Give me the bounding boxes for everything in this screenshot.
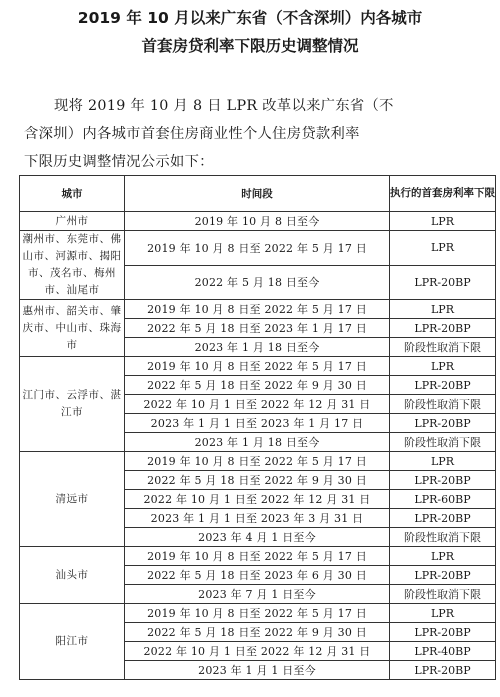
rate-cell: LPR (390, 212, 496, 231)
period-cell: 2019 年 10 月 8 日至 2022 年 5 月 17 日 (125, 357, 390, 376)
city-cell: 阳江市 (20, 604, 125, 680)
rate-cell: LPR (390, 604, 496, 623)
period-cell: 2023 年 1 月 1 日至 2023 年 1 月 17 日 (125, 414, 390, 433)
city-cell: 潮州市、东莞市、佛山市、河源市、揭阳市、茂名市、梅州市、汕尾市 (20, 231, 125, 300)
rate-cell: LPR-20BP (390, 661, 496, 680)
period-cell: 2022 年 5 月 18 日至 2023 年 1 月 17 日 (125, 319, 390, 338)
rate-cell: LPR-20BP (390, 623, 496, 642)
period-cell: 2022 年 5 月 18 日至今 (125, 265, 390, 300)
period-cell: 2019 年 10 月 8 日至 2022 年 5 月 17 日 (125, 452, 390, 471)
period-cell: 2022 年 10 月 1 日至 2022 年 12 月 31 日 (125, 490, 390, 509)
city-cell: 清远市 (20, 452, 125, 547)
table-row (20, 231, 496, 266)
city-cell: 汕头市 (20, 547, 125, 604)
period-cell: 2019 年 10 月 8 日至 2022 年 5 月 17 日 (125, 300, 390, 319)
period-cell: 2022 年 5 月 18 日至 2022 年 9 月 30 日 (125, 471, 390, 490)
document-title-line-2: 首套房贷利率下限历史调整情况 (141, 37, 359, 55)
intro-line-2: 含深圳）内各城市首套住房商业性个人住房贷款利率 (24, 126, 360, 142)
rate-cell: LPR (390, 300, 496, 319)
rate-cell: 阶段性取消下限 (390, 585, 496, 604)
table-header-row (20, 176, 496, 212)
intro-paragraph (24, 92, 496, 176)
period-cell: 2019 年 10 月 8 日至 2022 年 5 月 17 日 (125, 604, 390, 623)
period-cell: 2019 年 10 月 8 日至今 (125, 212, 390, 231)
header-rate: 执行的首套房利率下限 (390, 176, 496, 212)
rate-cell: LPR-20BP (390, 509, 496, 528)
rate-cell: LPR (390, 547, 496, 566)
rate-cell: LPR-60BP (390, 490, 496, 509)
period-cell: 2023 年 7 月 1 日至今 (125, 585, 390, 604)
header-city: 城市 (20, 176, 125, 212)
intro-line-3: 下限历史调整情况公示如下： (24, 154, 214, 170)
period-cell: 2023 年 1 月 18 日至今 (125, 338, 390, 357)
rate-cell: LPR-20BP (390, 265, 496, 300)
period-cell: 2023 年 1 月 18 日至今 (125, 433, 390, 452)
table-row (20, 452, 496, 471)
period-cell: 2022 年 5 月 18 日至 2023 年 6 月 30 日 (125, 566, 390, 585)
period-cell: 2022 年 10 月 1 日至 2022 年 12 月 31 日 (125, 642, 390, 661)
rate-cell: LPR-20BP (390, 376, 496, 395)
intro-line-1: 现将 2019 年 10 月 8 日 LPR 改革以来广东省（不 (54, 98, 394, 114)
rate-cell: LPR-40BP (390, 642, 496, 661)
period-cell: 2023 年 4 月 1 日至今 (125, 528, 390, 547)
table-row (20, 547, 496, 566)
period-cell: 2023 年 1 月 1 日至 2023 年 3 月 31 日 (125, 509, 390, 528)
rate-cell: LPR-20BP (390, 566, 496, 585)
period-cell: 2022 年 5 月 18 日至 2022 年 9 月 30 日 (125, 376, 390, 395)
rate-cell: LPR-20BP (390, 471, 496, 490)
table-row (20, 300, 496, 319)
table-row (20, 604, 496, 623)
period-cell: 2022 年 5 月 18 日至 2022 年 9 月 30 日 (125, 623, 390, 642)
table-row (20, 212, 496, 231)
rate-cell: 阶段性取消下限 (390, 395, 496, 414)
rate-history-table (19, 175, 496, 680)
header-period: 时间段 (125, 176, 390, 212)
rate-cell: 阶段性取消下限 (390, 528, 496, 547)
rate-cell: LPR (390, 452, 496, 471)
period-cell: 2023 年 1 月 1 日至今 (125, 661, 390, 680)
period-cell: 2022 年 10 月 1 日至 2022 年 12 月 31 日 (125, 395, 390, 414)
table-body (20, 212, 496, 680)
rate-cell: 阶段性取消下限 (390, 433, 496, 452)
rate-cell: 阶段性取消下限 (390, 338, 496, 357)
city-cell: 广州市 (20, 212, 125, 231)
period-cell: 2019 年 10 月 8 日至 2022 年 5 月 17 日 (125, 231, 390, 266)
rate-cell: LPR-20BP (390, 319, 496, 338)
period-cell: 2019 年 10 月 8 日至 2022 年 5 月 17 日 (125, 547, 390, 566)
document-title-line-1: 2019 年 10 月以来广东省（不含深圳）内各城市 (77, 9, 423, 27)
rate-cell: LPR (390, 357, 496, 376)
rate-cell: LPR (390, 231, 496, 266)
table-row (20, 357, 496, 376)
city-cell: 江门市、云浮市、湛江市 (20, 357, 125, 452)
rate-cell: LPR-20BP (390, 414, 496, 433)
city-cell: 惠州市、韶关市、肇庆市、中山市、珠海市 (20, 300, 125, 357)
